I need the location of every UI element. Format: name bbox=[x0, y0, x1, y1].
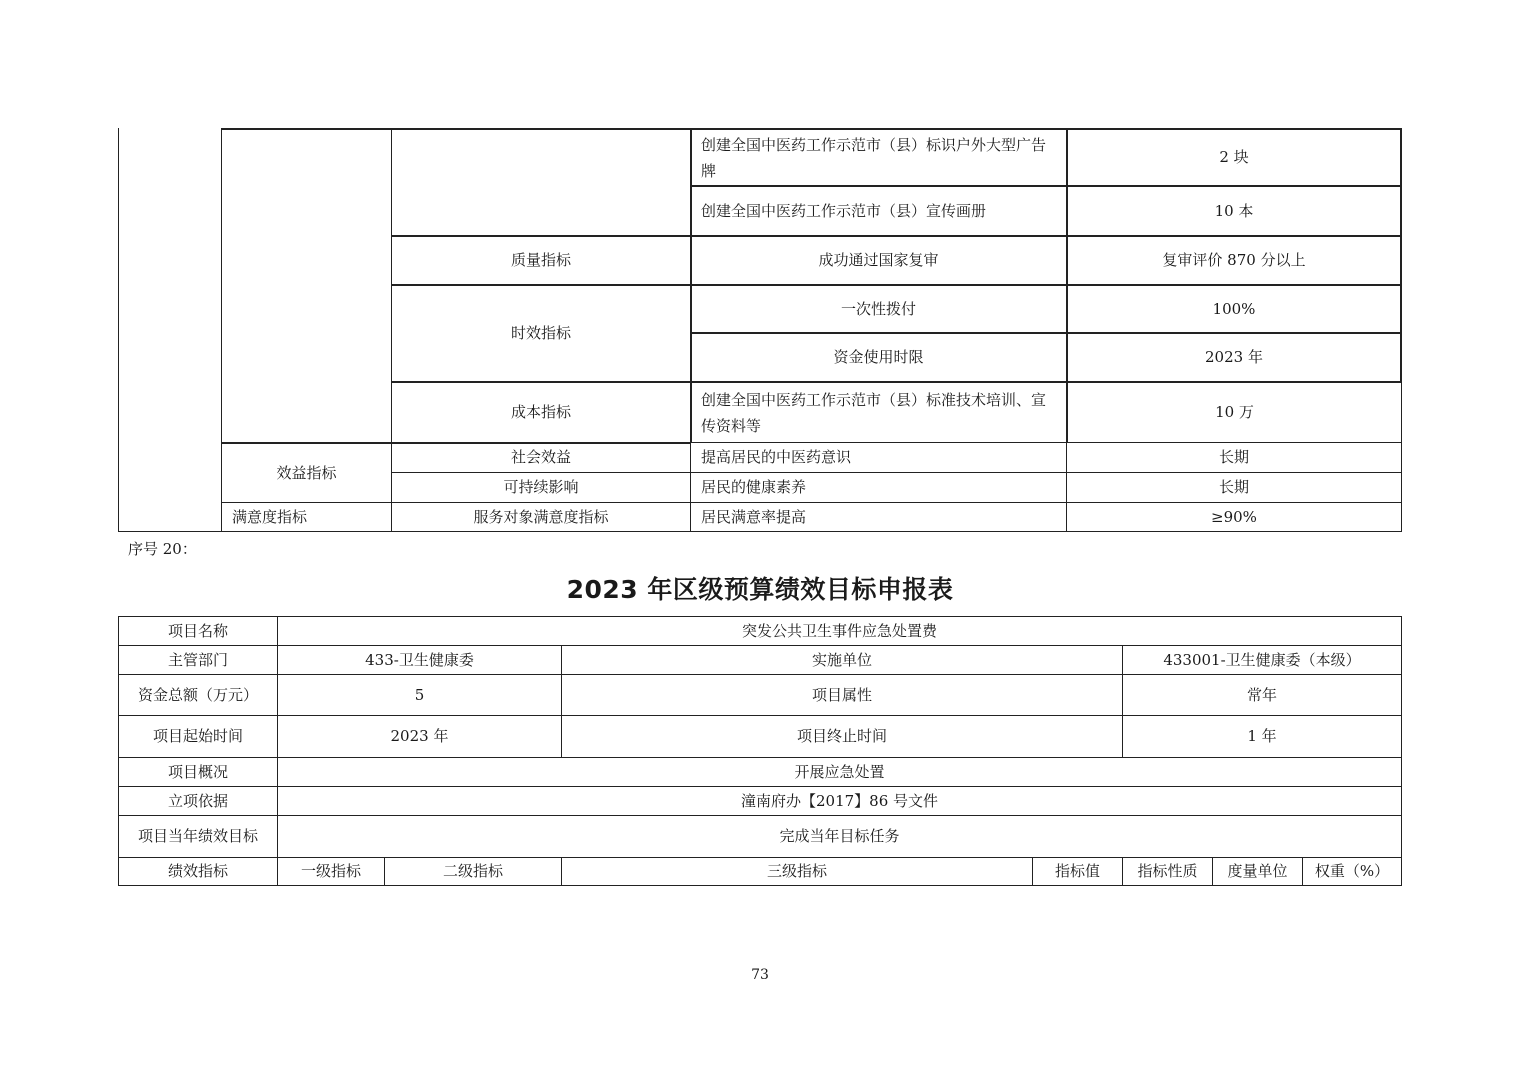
project-name-label: 项目名称 bbox=[167, 621, 228, 640]
level2-cell: 时效指标 bbox=[510, 324, 571, 342]
level3-cell: 创建全国中医药工作示范市（县）标准技术培训、宣传资料等 bbox=[701, 390, 1047, 435]
project-attr-value: 常年 bbox=[1246, 685, 1277, 704]
project-attr-label: 项目属性 bbox=[811, 685, 872, 704]
value-cell: 2 块 bbox=[1219, 148, 1249, 166]
basis-value: 潼南府办【2017】86 号文件 bbox=[740, 791, 939, 810]
form-title: 2023 年区级预算绩效目标申报表 bbox=[566, 575, 954, 604]
value-cell: 长期 bbox=[1218, 448, 1249, 466]
goal-label: 项目当年绩效目标 bbox=[137, 827, 258, 845]
header-level2: 二级指标 bbox=[442, 862, 503, 880]
impl-unit-value: 433001-卫生健康委（本级） bbox=[1163, 650, 1361, 669]
end-time-label: 项目终止时间 bbox=[796, 727, 887, 745]
end-time-value: 1 年 bbox=[1247, 727, 1277, 745]
page-number: 73 bbox=[751, 967, 769, 983]
project-name-value: 突发公共卫生事件应急处置费 bbox=[741, 621, 937, 640]
header-performance-indicator: 绩效指标 bbox=[167, 862, 228, 880]
level3-cell: 创建全国中医药工作示范市（县）宣传画册 bbox=[701, 201, 987, 220]
level2-cell: 可持续影响 bbox=[503, 478, 579, 496]
start-time-value: 2023 年 bbox=[390, 727, 449, 745]
header-weight: 权重（%） bbox=[1314, 862, 1390, 880]
overview-label: 项目概况 bbox=[167, 762, 228, 781]
basis-label: 立项依据 bbox=[167, 791, 228, 810]
overview-value: 开展应急处置 bbox=[794, 762, 885, 781]
dept-label: 主管部门 bbox=[167, 650, 228, 669]
header-unit: 度量单位 bbox=[1227, 862, 1288, 880]
impl-unit-label: 实施单位 bbox=[811, 650, 872, 669]
sequence-label: 序号 20： bbox=[128, 540, 197, 558]
value-cell: ≥90% bbox=[1211, 507, 1257, 526]
level3-cell: 居民满意率提高 bbox=[701, 507, 807, 526]
level3-cell: 成功通过国家复审 bbox=[818, 251, 939, 269]
header-indicator-value: 指标值 bbox=[1054, 862, 1100, 880]
header-level1: 一级指标 bbox=[300, 862, 361, 880]
level2-cell: 质量指标 bbox=[510, 251, 571, 269]
level3-cell: 创建全国中医药工作示范市（县）标识户外大型广告牌 bbox=[701, 135, 1047, 180]
level3-cell: 资金使用时限 bbox=[833, 348, 924, 366]
value-cell: 2023 年 bbox=[1205, 348, 1263, 366]
level1-cell: 效益指标 bbox=[276, 463, 337, 482]
value-cell: 10 本 bbox=[1214, 201, 1254, 220]
level3-cell: 提高居民的中医药意识 bbox=[701, 448, 852, 466]
header-level3: 三级指标 bbox=[766, 862, 827, 880]
level3-cell: 一次性拨付 bbox=[840, 299, 916, 318]
value-cell: 长期 bbox=[1218, 478, 1249, 496]
level2-cell: 服务对象满意度指标 bbox=[473, 507, 609, 526]
header-indicator-nature: 指标性质 bbox=[1137, 862, 1198, 880]
value-cell: 10 万 bbox=[1215, 403, 1254, 421]
level1-cell: 满意度指标 bbox=[232, 507, 308, 526]
total-funds-label: 资金总额（万元） bbox=[137, 685, 258, 704]
value-cell: 复审评价 870 分以上 bbox=[1162, 251, 1306, 269]
dept-value: 433-卫生健康委 bbox=[365, 650, 474, 669]
start-time-label: 项目起始时间 bbox=[152, 727, 243, 745]
level2-cell: 成本指标 bbox=[510, 403, 571, 421]
level3-cell: 居民的健康素养 bbox=[701, 478, 807, 496]
value-cell: 100% bbox=[1212, 299, 1256, 318]
total-funds-value: 5 bbox=[414, 685, 425, 704]
goal-value: 完成当年目标任务 bbox=[779, 827, 900, 845]
level2-cell: 社会效益 bbox=[510, 448, 571, 466]
